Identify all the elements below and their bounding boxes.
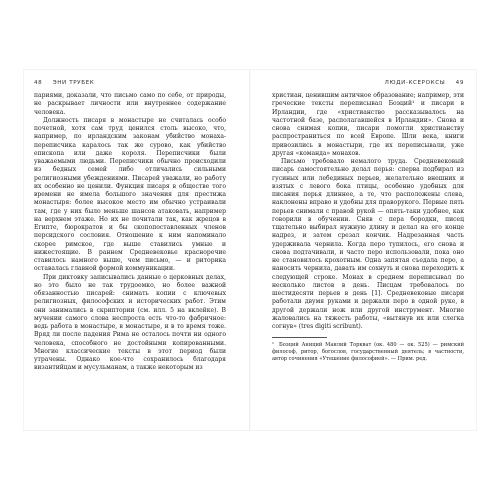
left-paragraph: Должность писаря в монастыре не считалась особо почетной, хотя сам труд ценился столь высоко, что, например, по ирландским законам убийство монаха-переписчика каралось так же сурово, как убийство епископа или даже короля. Переписчики были уважаемыми людьми. Переписчики обычно происходили из бедных семей либо отличались сильными религиозными убеждениями. Писарей уважали, но работу их особенно не ценили. Функция писаря в обществе того времени не имела большого значения для престижа монастыря: более высокое место им обычно устраивали там, где у них было меньше шансов атаковать, например на верхнем этаже. Но их не почитали так, как жрецов в Египте, бюрократов и бы скопопоставленных членов персидского сословия. Отношение к ним напоминало скорее римское, где выше ставились умные и нижестоящие. В раннем Средневековье красноречие ставилось намного выше, чем письмо, — и риторика оставалась главной формой коммуникации. [34, 116, 226, 273]
right-running-header [272, 78, 464, 88]
right-paragraph: Письмо требовало немалого труда. Средневековый писарь самостоятельно делал перья: сперва подбирал из гусиных или лебединых перьев, желательно внешних и взятых с левого бока птицы, особенно удобных для писания перья длиннее, а те, что расположены слева, наклонены вправо и удобны для праворукого. Первые пять перьев снимали с правой рукой — опять-таки удобнее, как говорили в обучении. Сняв с пера бородки, писец тщательно выбирал нужную длину и делал на его конце надрез, и затем срезал кончик. Надрезанная часть удерживала чернила. Когда перо тупилось, его снова и снова подтачивали, и часто перо использовали, пока оно не становилось крохотным. Одна запятая съедала перо, а наносить чернила, давать им сохнуть и снова переходить к следующей строке. Монах в среднем переписывал по несколько листов в день. Писцам требовалось по шестидесяти перьев в день [1]. Средневековые писари работали двумя руками и держали перо в одной руке, в другой держали нож или другой инструмент. Многие жаловались на тяжесть работы, «вытянув их или слегка согнув» (tres digiti scribunt). [272, 158, 464, 330]
right-page-number: 49 [455, 80, 464, 86]
left-page [34, 78, 226, 428]
left-running-header [34, 78, 226, 88]
footnote [272, 342, 464, 363]
left-paragraph: При диктовку записывались данные о церковных делах, но это было не так трудоемко, но более важной обязанностью писарей: снимать копии с ключевых религиозных, философских и исторических работ. Этим они занимались в скриптории (см. илл. 5 на вклейке). В мучении самого слова неспроста есть что-то фабричное: ведь работа в монастыре, в монастыре, и в то время тоже. Вряд ли после падения Рима не осталось почти ни одного человека, способного не достойными копированными. Многие классические тексты в этот период были утрачены. Однако кое-что сохранилось благодаря византийцам и мусульманам, а также некоторым из [34, 273, 226, 372]
footnote-mark: ¹ [272, 342, 275, 349]
footnote-rule [272, 337, 327, 338]
left-paragraph: париями, доказали, что письмо само по себе, от природы, не раскрывает личности или внутреннее содержание человека. [34, 92, 226, 116]
left-running-head-title: ЭНИ ТРУБЕК [52, 80, 95, 86]
book-gutter [249, 70, 251, 430]
book-spread [24, 70, 476, 430]
right-paragraph: христиан, ценившим античное образование; например, эти греческие тексты переписывал Боэций¹ и писари в Ирландии, где «христианство рассказывалось на частотной базе, располагавшейся в Ирландии». Снова и снова снимая копии, писари помогли христианству распространиться по всей Европе. Шли века, книги привозились в монастыри, где их переписывали, уже другая «команда» монахов. [272, 92, 464, 157]
right-page [272, 78, 464, 428]
left-page-number: 48 [34, 80, 43, 86]
footnote-text: Боэций Аниций Манлий Торкват (ок. 480 — ок. 525) — римский философ, ритор, богослов, государственный деятель; в частности, автор сочинения «Утешение философией». — Прим. ред. [272, 342, 464, 363]
right-running-head-title: ЛЮДИ-КСЕРОКСЫ [384, 80, 446, 86]
